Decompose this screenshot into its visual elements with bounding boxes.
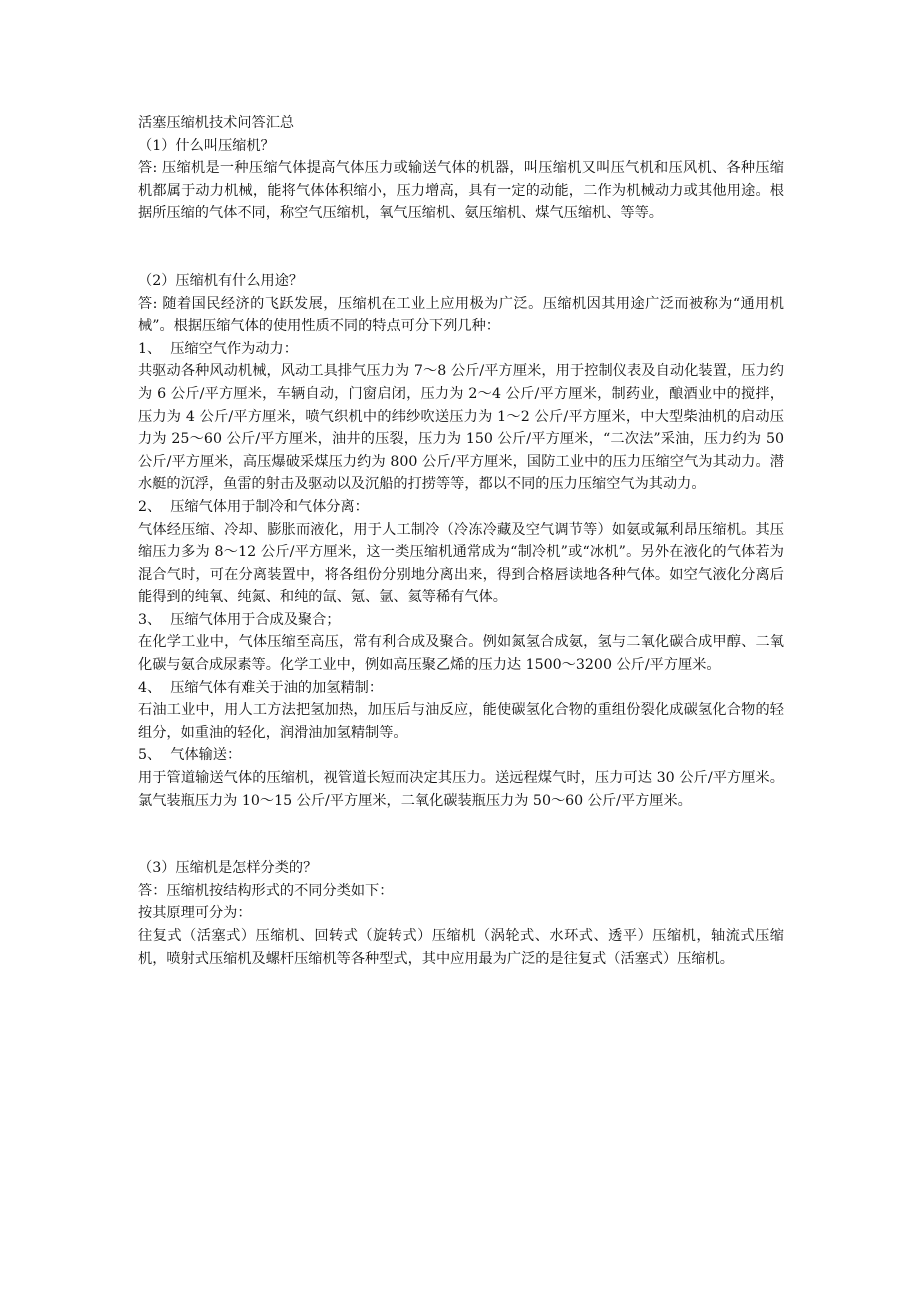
section-2-item-4-heading: 4、 压缩气体有难关于油的加氢精制： (138, 679, 384, 696)
section-2-item-3-heading: 3、 压缩气体用于合成及聚合； (138, 611, 341, 628)
section-gap (138, 225, 784, 270)
document-title: 活塞压缩机技术问答汇总 (138, 115, 295, 131)
section-2-item-5-heading: 5、 气体输送： (138, 747, 242, 764)
section-1-question: （1）什么叫压缩机？ (138, 137, 275, 154)
section-2-item-4-body: 石油工业中，用人工方法把氢加热，加压后与油反应，能使碳氢化合物的重组份裂化成碳氢化合物的轻组分，如重油的轻化，润滑油加氢精制等。 (138, 702, 784, 741)
section-2-item-2-heading: 2、 压缩气体用于制冷和气体分离： (138, 498, 369, 515)
section-2-item-1-heading: 1、 压缩空气作为动力： (138, 340, 298, 357)
section-2-item-2-body: 气体经压缩、冷却、膨胀而液化，用于人工制冷（冷冻冷藏及空气调节等）如氨或氟利昂压缩机。其压缩压力多为 8～12 公斤/平方厘米，这一类压缩机通常成为“制冷机”或“冰机”。另外在液化的气体若为混合气时，可在分离装置中，将各组份分别地分离出来，得到合格唇读地各种气体。如空气液化分离后能得到的纯氧、纯氮、和纯的氙、氪、氩、氦等稀有气体。 (138, 521, 784, 606)
document-page (138, 112, 789, 970)
section-3-question: （3）压缩机是怎样分类的？ (138, 860, 318, 877)
section-2-question: （2）压缩机有什么用途？ (138, 272, 304, 289)
section-2-answer: 答: 随着国民经济的飞跃发展，压缩机在工业上应用极为广泛。压缩机因其用途广泛而被称为“通用机械”。根据压缩气体的使用性质不同的特点可分下列几种： (138, 295, 784, 335)
section-1-answer: 答: 压缩机是一种压缩气体提高气体压力或输送气体的机器，叫压缩机又叫压气机和压风机、各种压缩机都属于动力机械，能将气体体积缩小，压力增高，具有一定的动能，二作为机械动力或其他用途。根据所压缩的气体不同，称空气压缩机，氧气压缩机、氨压缩机、煤气压缩机、等等。 (138, 160, 784, 222)
section-3-body: 往复式（活塞式）压缩机、回转式（旋转式）压缩机（涡轮式、水环式、透平）压缩机，轴流式压缩机，喷射式压缩机及螺杆压缩机等各种型式，其中应用最为广泛的是往复式（活塞式）压缩机。 (138, 928, 784, 967)
section-gap (138, 812, 784, 857)
section-3-subheading: 按其原理可分为： (138, 905, 252, 922)
section-2-item-5-body: 用于管道输送气体的压缩机，视管道长短而决定其压力。送远程煤气时，压力可达 30 公斤/平方厘米。氯气装瓶压力为 10～15 公斤/平方厘米，二氧化碳装瓶压力为 50～60 公斤/平方厘米。 (138, 770, 784, 809)
section-3-answer: 答：压缩机按结构形式的不同分类如下： (138, 882, 394, 899)
section-2-item-1-body: 共驱动各种风动机械，风动工具排气压力为 7～8 公斤/平方厘米，用于控制仪表及自动化装置，压力约为 6 公斤/平方厘米，车辆自动，门窗启闭，压力为 2～4 公斤/平方厘米，制药业，酿酒业中的搅拌，压力为 4 公斤/平方厘米，喷气织机中的纬纱吹送压力为 1～2 公斤/平方厘米，中大型柴油机的启动压力为 25～60 公斤/平方厘米，油井的压裂，压力为 150 公斤/平方厘米，“二次法”采油，压力约为 50 公斤/平方厘米，高压爆破采煤压力约为 800 公斤/平方厘米，国防工业中的压力压缩空气为其动力。潜水艇的沉浮，鱼雷的射击及驱动以及沉船的打捞等等，都以不同的压力压缩空气为其动力。 (138, 363, 789, 493)
section-2-item-3-body: 在化学工业中，气体压缩至高压，常有利合成及聚合。例如氮氢合成氨，氢与二氧化碳合成甲醇、二氧化碳与氨合成尿素等。化学工业中，例如高压聚乙烯的压力达 1500～3200 公斤/平方厘米。 (138, 634, 784, 674)
